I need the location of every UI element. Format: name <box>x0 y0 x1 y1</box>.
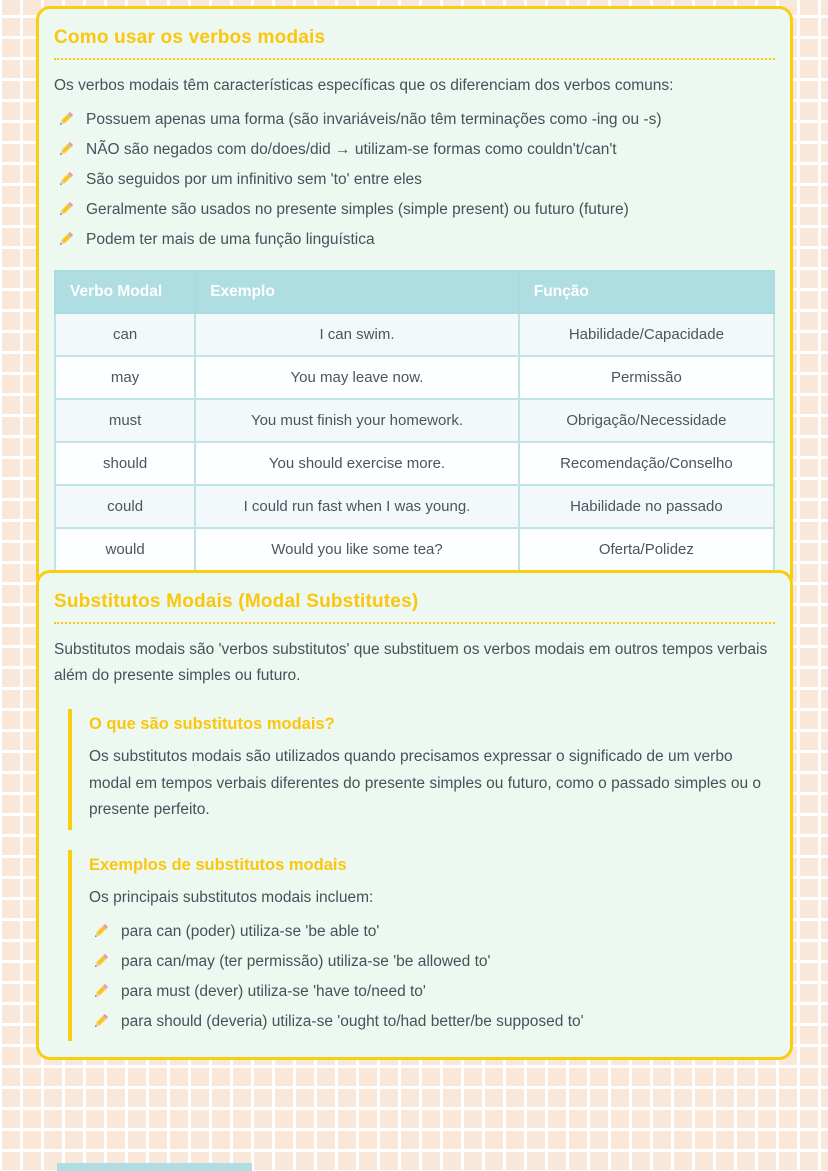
column-header-funcao: Função <box>519 271 774 313</box>
list-item <box>89 1009 775 1035</box>
table-row <box>55 313 774 356</box>
card2-title: Substitutos Modais (Modal Substitutes) <box>54 585 775 624</box>
list-item <box>54 167 775 193</box>
subsection-title: O que são substitutos modais? <box>89 715 335 733</box>
pencil-icon <box>56 200 75 219</box>
list-item <box>89 919 775 945</box>
pencil-icon <box>91 1012 110 1031</box>
column-header-exemplo: Exemplo <box>195 271 519 313</box>
table-row <box>55 485 774 528</box>
pencil-icon <box>91 922 110 941</box>
cell-exemplo: You must finish your homework. <box>195 399 519 442</box>
cell-funcao: Habilidade/Capacidade <box>519 313 774 356</box>
table-header-row <box>55 271 774 313</box>
cell-verbo: would <box>55 528 195 571</box>
cell-verbo: may <box>55 356 195 399</box>
pencil-icon <box>91 952 110 971</box>
table-row <box>55 528 774 571</box>
bullet-text: NÃO são negados com do/does/did → utilizam-se formas como couldn't/can't <box>86 141 617 158</box>
column-header-verbo-modal: Verbo Modal <box>55 271 195 313</box>
card2-intro: Substitutos modais são 'verbos substitutos' que substituem os verbos modais em outros tempos verbais além do presente simples ou futuro. <box>54 641 768 684</box>
bullet-text: Geralmente são usados no presente simples (simple present) ou futuro (future) <box>86 201 629 218</box>
cell-verbo: must <box>55 399 195 442</box>
pencil-icon <box>91 982 110 1001</box>
table-row <box>55 399 774 442</box>
cell-verbo: could <box>55 485 195 528</box>
list-item <box>54 197 775 223</box>
bullet-text: para should (deveria) utiliza-se 'ought to/had better/be supposed to' <box>121 1013 584 1030</box>
subsection-exemplos <box>68 850 775 1042</box>
bullet-text: Possuem apenas uma forma (são invariáveis/não têm terminações como -ing ou -s) <box>86 111 662 128</box>
subsection-body: Os substitutos modais são utilizados quando precisamos expressar o significado de um verbo modal em tempos verbais diferentes do presente simples ou futuro, como o passado simples ou o presente perfeito. <box>89 748 762 818</box>
table-row <box>55 356 774 399</box>
pencil-icon <box>56 170 75 189</box>
bullet-text: para must (dever) utiliza-se 'have to/need to' <box>121 983 426 1000</box>
next-table-header-cutoff <box>57 1163 252 1171</box>
bullet-text: São seguidos por um infinitivo sem 'to' entre eles <box>86 171 422 188</box>
card2-bullet-list <box>89 919 775 1035</box>
bullet-text: para can (poder) utiliza-se 'be able to' <box>121 923 380 940</box>
bullet-text: para can/may (ter permissão) utiliza-se 'be allowed to' <box>121 953 491 970</box>
cell-funcao: Oferta/Polidez <box>519 528 774 571</box>
cell-exemplo: I can swim. <box>195 313 519 356</box>
pencil-icon <box>56 140 75 159</box>
cell-funcao: Permissão <box>519 356 774 399</box>
card1-bullet-list <box>54 107 775 253</box>
card-como-usar-verbos-modais <box>36 6 793 591</box>
modal-verbs-table <box>54 270 775 572</box>
list-item <box>54 137 775 163</box>
card1-title: Como usar os verbos modais <box>54 21 775 60</box>
cell-verbo: can <box>55 313 195 356</box>
list-item <box>54 227 775 253</box>
subsection-o-que-sao <box>68 709 775 830</box>
cell-exemplo: I could run fast when I was young. <box>195 485 519 528</box>
card1-intro: Os verbos modais têm características específicas que os diferenciam dos verbos comuns: <box>54 77 674 94</box>
list-item <box>54 107 775 133</box>
cell-funcao: Recomendação/Conselho <box>519 442 774 485</box>
cell-exemplo: You should exercise more. <box>195 442 519 485</box>
cell-funcao: Obrigação/Necessidade <box>519 399 774 442</box>
list-item <box>89 979 775 1005</box>
list-item <box>89 949 775 975</box>
cell-funcao: Habilidade no passado <box>519 485 774 528</box>
pencil-icon <box>56 230 75 249</box>
table-row <box>55 442 774 485</box>
cell-verbo: should <box>55 442 195 485</box>
cell-exemplo: You may leave now. <box>195 356 519 399</box>
subsection-body: Os principais substitutos modais incluem: <box>89 888 374 906</box>
card-substitutos-modais <box>36 570 793 1060</box>
bullet-text: Podem ter mais de uma função linguística <box>86 231 375 248</box>
cell-exemplo: Would you like some tea? <box>195 528 519 571</box>
pencil-icon <box>56 110 75 129</box>
subsection-title: Exemplos de substitutos modais <box>89 855 347 874</box>
